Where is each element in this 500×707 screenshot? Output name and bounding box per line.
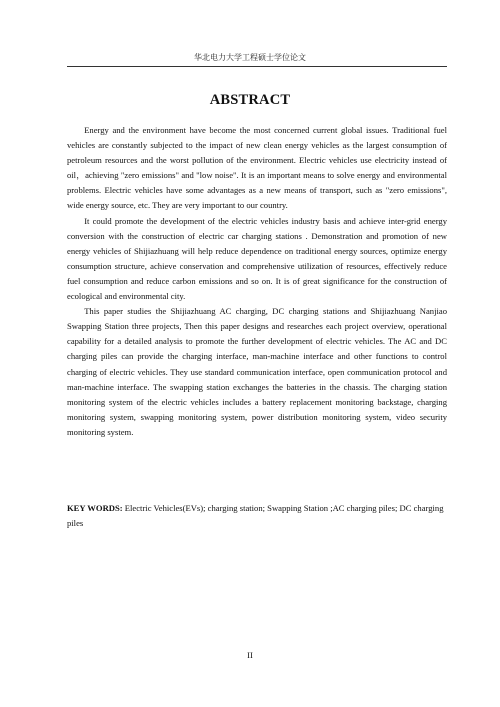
- running-header: 华北电力大学工程硕士学位论文: [194, 53, 306, 62]
- keywords-block: [67, 501, 447, 531]
- abstract-body: [67, 123, 447, 440]
- keywords-label: KEY WORDS:: [67, 503, 123, 513]
- abstract-paragraph-2: It could promote the development of the electric vehicles industry basis and achieve inter-grid energy conversion with the construction of electric car charging stations . Demonstration and promotion of new energy vehicles of Shijiazhuang will help reduce dependence on traditional energy sources, optimize energy consumption structure, achieve conservation and comprehensive utilization of resources, effectively reduce fuel consumption and reduce carbon emissions and so on. It is of great significance for the construction of ecological and environmental city.: [67, 215, 447, 302]
- keywords-text: Electric Vehicles(EVs); charging station; Swapping Station ;AC charging piles; DC charging piles: [67, 503, 444, 529]
- abstract-paragraph-1: Energy and the environment have become the most concerned current global issues. Traditional fuel vehicles are constantly subjected to the impact of new clean energy vehicles as the largest consumption of petroleum resources and the worst pollution of the environment. Electric vehicles use electricity instead of oil，achieving "zero emissions" and "low noise". It is an important means to solve energy and environmental problems. Electric vehicles have some advantages as a new means of transport, such as "zero emissions", wide energy source, etc. They are very important to our country.: [67, 125, 447, 211]
- header-divider: [67, 66, 447, 67]
- page-title: ABSTRACT: [209, 92, 291, 108]
- page-number: II: [247, 650, 253, 660]
- abstract-paragraph-3: This paper studies the Shijiazhuang AC charging, DC charging stations and Shijiazhuang Nanjiao Swapping Station three projects, Then this paper designs and researches each project overview, operational capability for a detailed analysis to promote the further development of electric vehicles. The AC and DC charging piles can provide the charging interface, man-machine interface and other functions to control charging of electric vehicles. They use standard communication interface, open communication protocol and man-machine interface. The swapping station exchanges the batteries in the chassis. The charging station monitoring system of the electric vehicles includes a battery replacement monitoring backstage, charging monitoring system, swapping monitoring system, power distribution monitoring system, video security monitoring system.: [67, 306, 447, 437]
